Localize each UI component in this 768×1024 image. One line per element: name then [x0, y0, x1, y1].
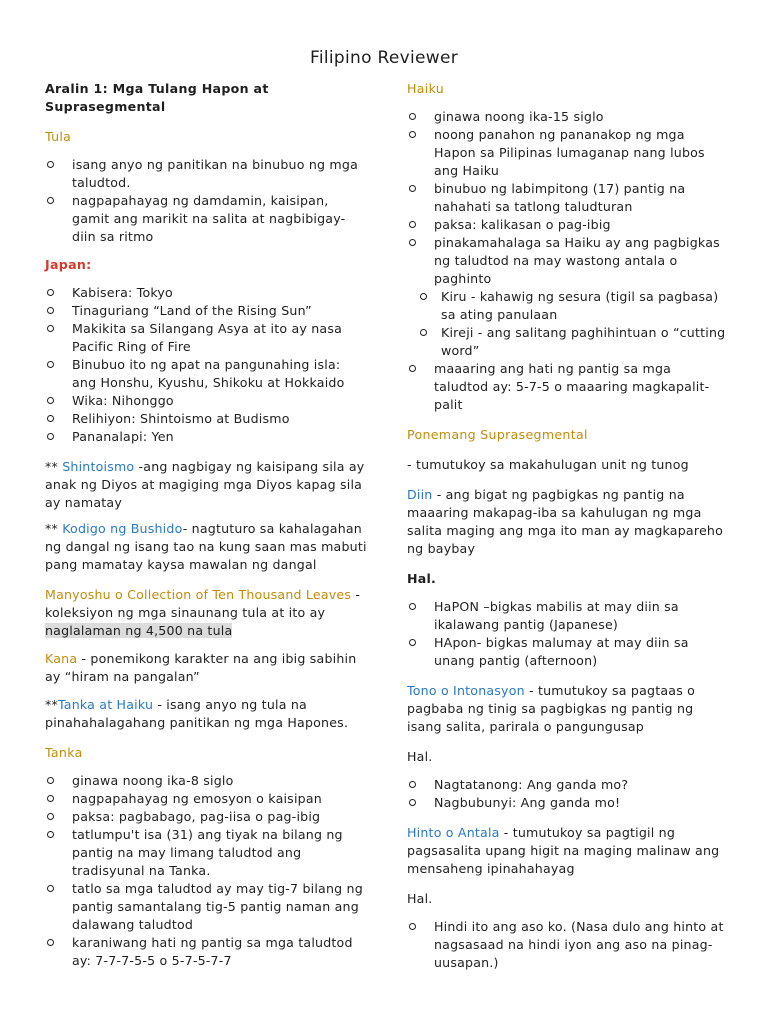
- japan-heading: Japan:: [45, 257, 92, 272]
- note-prefix: **: [45, 459, 63, 474]
- tono-text: - tumutukoy sa pagtaas o pagbaba ng tinig sa pagbigkas ng pantig ng isang salita, parirala o pangungusap: [407, 683, 696, 734]
- note-prefix: **: [45, 521, 63, 536]
- lesson-title: Aralin 1: Mga Tulang Hapon at Suprasegmental: [45, 81, 269, 114]
- list-item: ginawa noong ika-15 siglo: [407, 108, 729, 126]
- hinto-note: [407, 824, 729, 878]
- list-item: Nagtatanong: Ang ganda mo?: [407, 776, 729, 794]
- bushido-note: [45, 520, 367, 574]
- tanka-haiku-term: Tanka at Haiku: [58, 697, 154, 712]
- list-item: Tinaguriang “Land of the Rising Sun”: [45, 302, 367, 320]
- hinto-hal-label: Hal.: [407, 891, 433, 906]
- shintoismo-term: Shintoismo: [62, 459, 135, 474]
- list-item: noong panahon ng pananakop ng mga Hapon sa Pilipinas lumaganap nang lubos ang Haiku: [407, 126, 729, 180]
- list-item: Pananalapi: Yen: [45, 428, 367, 446]
- diin-examples: [407, 598, 729, 670]
- manyoshu-term: Manyoshu o Collection of Ten Thousand Leaves: [45, 587, 352, 602]
- hinto-examples: [407, 918, 729, 972]
- list-item: karaniwang hati ng pantig sa mga taludtod ay: 7-7-7-5-5 o 5-7-5-7-7: [45, 934, 367, 970]
- list-item: ginawa noong ika-8 siglo: [45, 772, 367, 790]
- kana-note: [45, 650, 367, 686]
- tono-examples: [407, 776, 729, 812]
- list-item: Binubuo ito ng apat na pangunahing isla: ang Honshu, Kyushu, Shikoku at Hokkaido: [45, 356, 367, 392]
- manyoshu-text: - koleksiyon ng mga sinaunang tula at ito ay: [45, 587, 361, 620]
- japan-list: [45, 284, 367, 446]
- list-item: Wika: Nihonggo: [45, 392, 367, 410]
- haiku-heading: Haiku: [407, 81, 445, 96]
- list-item: paksa: pagbabago, pag-iisa o pag-ibig: [45, 808, 367, 826]
- list-item: Hindi ito ang aso ko. (Nasa dulo ang hinto at nagsasaad na hindi iyon ang aso na pinag-uusapan.): [407, 918, 729, 972]
- list-item: maaaring ang hati ng pantig sa mga taludtod ay: 5-7-5 o maaaring magkapalit-palit: [407, 360, 729, 414]
- list-item: Relihiyon: Shintoismo at Budismo: [45, 410, 367, 428]
- kana-text: - ponemikong karakter na ang ibig sabihin ay “hiram na pangalan”: [45, 651, 357, 684]
- tanka-list: [45, 772, 367, 970]
- page-title: Filipino Reviewer: [309, 48, 458, 68]
- list-item: paksa: kalikasan o pag-ibig: [407, 216, 729, 234]
- tono-term: Tono o Intonasyon: [407, 683, 525, 698]
- tanka-heading: Tanka: [45, 745, 83, 760]
- bushido-term: Kodigo ng Bushido: [62, 521, 183, 536]
- shintoismo-note: [45, 458, 367, 512]
- tula-heading: Tula: [45, 129, 72, 144]
- list-item: nagpapahayag ng emosyon o kaisipan: [45, 790, 367, 808]
- ponema-heading: Ponemang Suprasegmental: [407, 427, 588, 442]
- right-column: [407, 80, 729, 972]
- shintoismo-text: -ang nagbigay ng kaisipang sila ay anak ng Diyos at magiging mga Diyos kapag sila ay namatay: [45, 459, 365, 510]
- list-item: nagpapahayag ng damdamin, kaisipan, gamit ang marikit na salita at nagbibigay-diin sa ritmo: [45, 192, 367, 246]
- manyoshu-note: [45, 586, 367, 640]
- manyoshu-highlight: naglalaman ng 4,500 na tula: [45, 623, 233, 638]
- left-column: [45, 80, 367, 970]
- tono-note: [407, 682, 729, 736]
- hinto-text: - tumutukoy sa pagtigil ng pagsasalita upang higit na maging malinaw ang mensaheng ipinahahayag: [407, 825, 720, 876]
- list-item: HaPON –bigkas mabilis at may diin sa ikalawang pantig (Japanese): [407, 598, 729, 634]
- diin-note: [407, 486, 729, 558]
- hinto-term: Hinto o Antala: [407, 825, 500, 840]
- list-item: Kiru - kahawig ng sesura (tigil sa pagbasa) sa ating panulaan: [407, 288, 729, 324]
- bushido-text: - nagtuturo sa kahalagahan ng dangal ng isang tao na kung saan mas mabuti pang mamatay kaysa mawalan ng dangal: [45, 521, 367, 572]
- list-item: tatlumpu't isa (31) ang tiyak na bilang ng pantig na may limang taludtod ang tradisyunal na Tanka.: [45, 826, 367, 880]
- list-item: Makikita sa Silangang Asya at ito ay nasa Pacific Ring of Fire: [45, 320, 367, 356]
- list-item: Nagbubunyi: Ang ganda mo!: [407, 794, 729, 812]
- note-prefix: **: [45, 697, 58, 712]
- list-item: tatlo sa mga taludtod ay may tig-7 bilang ng pantig samantalang tig-5 pantig naman ang dalawang taludtod: [45, 880, 367, 934]
- tono-hal-label: Hal.: [407, 749, 433, 764]
- tanka-haiku-text: - isang anyo ng tula na pinahahalagahang panitikan ng mga Hapones.: [45, 697, 349, 730]
- diin-hal-label: Hal.: [407, 571, 436, 586]
- kana-term: Kana: [45, 651, 78, 666]
- list-item: Kabisera: Tokyo: [45, 284, 367, 302]
- haiku-list: [407, 108, 729, 288]
- diin-term: Diin: [407, 487, 433, 502]
- list-item: binubuo ng labimpitong (17) pantig na nahahati sa tatlong taludturan: [407, 180, 729, 216]
- ponema-definition: - tumutukoy sa makahulugan unit ng tunog: [407, 457, 689, 472]
- list-item: isang anyo ng panitikan na binubuo ng mga taludtod.: [45, 156, 367, 192]
- diin-text: - ang bigat ng pagbigkas ng pantig na maaaring makapag-iba sa kahulugan ng mga salita maging ang mga ito man ay magkapareho ng baybay: [407, 487, 723, 556]
- list-item: HApon- bigkas malumay at may diin sa unang pantig (afternoon): [407, 634, 729, 670]
- haiku-list-continued: [407, 360, 729, 414]
- haiku-sublist: [407, 288, 729, 360]
- list-item: pinakamahalaga sa Haiku ay ang pagbigkas ng taludtod na may wastong antala o paghinto: [407, 234, 729, 288]
- tula-list: [45, 156, 367, 246]
- list-item: Kireji - ang salitang paghihintuan o “cutting word”: [407, 324, 729, 360]
- tanka-haiku-note: [45, 696, 367, 732]
